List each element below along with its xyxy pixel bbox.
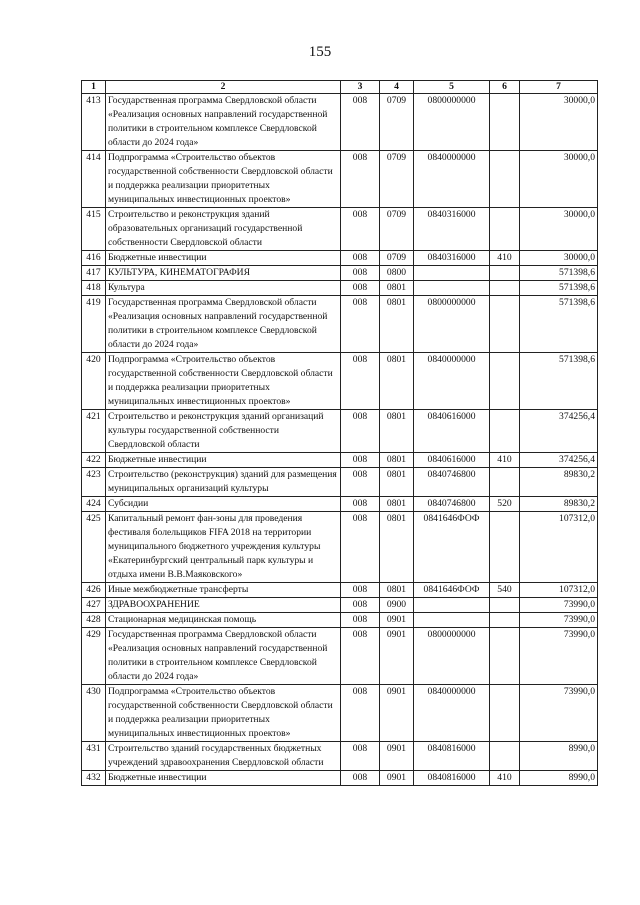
row-name-cell: Субсидии <box>106 497 341 512</box>
column-header: 1 <box>82 81 106 94</box>
ministry-code-cell: 008 <box>341 583 380 598</box>
amount-cell: 73990,0 <box>520 628 598 685</box>
amount-cell: 571398,6 <box>520 266 598 281</box>
table-row <box>82 613 598 628</box>
expense-type-cell <box>490 208 520 251</box>
target-article-cell: 0840000000 <box>414 685 490 742</box>
expense-type-cell <box>490 410 520 453</box>
row-number-cell: 421 <box>82 410 106 453</box>
ministry-code-cell: 008 <box>341 410 380 453</box>
expense-type-cell: 540 <box>490 583 520 598</box>
ministry-code-cell: 008 <box>341 497 380 512</box>
target-article-cell: 0800000000 <box>414 628 490 685</box>
table-row <box>82 742 598 771</box>
ministry-code-cell: 008 <box>341 453 380 468</box>
amount-cell: 89830,2 <box>520 468 598 497</box>
budget-table <box>81 80 598 786</box>
row-name-cell: Строительство (реконструкция) зданий для размещения муниципальных организаций культуры <box>106 468 341 497</box>
section-code-cell: 0801 <box>380 281 414 296</box>
row-number-cell: 424 <box>82 497 106 512</box>
row-number-cell: 425 <box>82 512 106 583</box>
ministry-code-cell: 008 <box>341 598 380 613</box>
target-article-cell: 0800000000 <box>414 94 490 151</box>
target-article-cell: 0840616000 <box>414 410 490 453</box>
column-header: 7 <box>520 81 598 94</box>
amount-cell: 107312,0 <box>520 583 598 598</box>
row-name-cell: Стационарная медицинская помощь <box>106 613 341 628</box>
table-row <box>82 771 598 786</box>
table-row <box>82 151 598 208</box>
ministry-code-cell: 008 <box>341 353 380 410</box>
table-row <box>82 208 598 251</box>
amount-cell: 374256,4 <box>520 410 598 453</box>
row-name-cell: Строительство и реконструкция зданий организаций культуры государственной собственности Свердловской области <box>106 410 341 453</box>
ministry-code-cell: 008 <box>341 685 380 742</box>
section-code-cell: 0801 <box>380 453 414 468</box>
amount-cell: 107312,0 <box>520 512 598 583</box>
amount-cell: 8990,0 <box>520 742 598 771</box>
table-row <box>82 281 598 296</box>
row-number-cell: 426 <box>82 583 106 598</box>
section-code-cell: 0900 <box>380 598 414 613</box>
expense-type-cell <box>490 353 520 410</box>
target-article-cell: 0800000000 <box>414 296 490 353</box>
row-name-cell: Культура <box>106 281 341 296</box>
row-name-cell: ЗДРАВООХРАНЕНИЕ <box>106 598 341 613</box>
row-name-cell: Строительство и реконструкция зданий образовательных организаций государственной собственности Свердловской области <box>106 208 341 251</box>
row-name-cell: Бюджетные инвестиции <box>106 771 341 786</box>
expense-type-cell <box>490 742 520 771</box>
amount-cell: 571398,6 <box>520 281 598 296</box>
table-row <box>82 410 598 453</box>
expense-type-cell <box>490 266 520 281</box>
target-article-cell: 0840746800 <box>414 468 490 497</box>
section-code-cell: 0709 <box>380 251 414 266</box>
section-code-cell: 0901 <box>380 613 414 628</box>
amount-cell: 30000,0 <box>520 208 598 251</box>
section-code-cell: 0801 <box>380 410 414 453</box>
section-code-cell: 0901 <box>380 685 414 742</box>
amount-cell: 73990,0 <box>520 685 598 742</box>
ministry-code-cell: 008 <box>341 771 380 786</box>
target-article-cell: 0840746800 <box>414 497 490 512</box>
table-row <box>82 296 598 353</box>
amount-cell: 30000,0 <box>520 251 598 266</box>
table-row <box>82 512 598 583</box>
ministry-code-cell: 008 <box>341 468 380 497</box>
row-number-cell: 418 <box>82 281 106 296</box>
expense-type-cell: 410 <box>490 251 520 266</box>
table-row <box>82 598 598 613</box>
row-number-cell: 429 <box>82 628 106 685</box>
row-number-cell: 419 <box>82 296 106 353</box>
target-article-cell <box>414 266 490 281</box>
column-header: 5 <box>414 81 490 94</box>
section-code-cell: 0801 <box>380 353 414 410</box>
expense-type-cell <box>490 685 520 742</box>
row-number-cell: 420 <box>82 353 106 410</box>
target-article-cell: 0840316000 <box>414 251 490 266</box>
section-code-cell: 0801 <box>380 497 414 512</box>
table-row <box>82 468 598 497</box>
expense-type-cell <box>490 512 520 583</box>
amount-cell: 8990,0 <box>520 771 598 786</box>
row-name-cell: Бюджетные инвестиции <box>106 453 341 468</box>
section-code-cell: 0901 <box>380 771 414 786</box>
expense-type-cell <box>490 94 520 151</box>
column-header: 6 <box>490 81 520 94</box>
row-number-cell: 423 <box>82 468 106 497</box>
row-number-cell: 428 <box>82 613 106 628</box>
table-row <box>82 497 598 512</box>
row-name-cell: Бюджетные инвестиции <box>106 251 341 266</box>
target-article-cell: 0840316000 <box>414 208 490 251</box>
ministry-code-cell: 008 <box>341 266 380 281</box>
amount-cell: 571398,6 <box>520 296 598 353</box>
ministry-code-cell: 008 <box>341 296 380 353</box>
ministry-code-cell: 008 <box>341 208 380 251</box>
target-article-cell: 0840616000 <box>414 453 490 468</box>
row-name-cell: Государственная программа Свердловской области «Реализация основных направлений государственной политики в строительном комплексе Свердловской области до 2024 года» <box>106 628 341 685</box>
table-row <box>82 353 598 410</box>
row-number-cell: 430 <box>82 685 106 742</box>
table-row <box>82 266 598 281</box>
expense-type-cell <box>490 151 520 208</box>
table-row <box>82 583 598 598</box>
table-row <box>82 94 598 151</box>
ministry-code-cell: 008 <box>341 742 380 771</box>
expense-type-cell <box>490 281 520 296</box>
table-row <box>82 685 598 742</box>
expense-type-cell <box>490 296 520 353</box>
amount-cell: 30000,0 <box>520 151 598 208</box>
expense-type-cell: 520 <box>490 497 520 512</box>
row-name-cell: Капитальный ремонт фан-зоны для проведения фестиваля болельщиков FIFA 2018 на территории муниципального бюджетного учреждения культуры «Екатеринбургский центральный парк культуры и отдыха имени В.В.Маяковского» <box>106 512 341 583</box>
amount-cell: 73990,0 <box>520 613 598 628</box>
expense-type-cell <box>490 613 520 628</box>
ministry-code-cell: 008 <box>341 628 380 685</box>
expense-type-cell: 410 <box>490 453 520 468</box>
column-header: 2 <box>106 81 341 94</box>
ministry-code-cell: 008 <box>341 281 380 296</box>
row-name-cell: Строительство зданий государственных бюджетных учреждений здравоохранения Свердловской области <box>106 742 341 771</box>
amount-cell: 89830,2 <box>520 497 598 512</box>
table-row <box>82 453 598 468</box>
target-article-cell: 0841646ФОФ <box>414 583 490 598</box>
section-code-cell: 0800 <box>380 266 414 281</box>
row-number-cell: 415 <box>82 208 106 251</box>
ministry-code-cell: 008 <box>341 94 380 151</box>
row-number-cell: 413 <box>82 94 106 151</box>
row-name-cell: Иные межбюджетные трансферты <box>106 583 341 598</box>
row-name-cell: КУЛЬТУРА, КИНЕМАТОГРАФИЯ <box>106 266 341 281</box>
target-article-cell: 0840000000 <box>414 353 490 410</box>
target-article-cell <box>414 281 490 296</box>
row-name-cell: Подпрограмма «Строительство объектов государственной собственности Свердловской области и поддержка реализации приоритетных муниципальных инвестиционных проектов» <box>106 353 341 410</box>
amount-cell: 374256,4 <box>520 453 598 468</box>
header-row <box>82 81 598 94</box>
section-code-cell: 0901 <box>380 742 414 771</box>
expense-type-cell <box>490 598 520 613</box>
row-number-cell: 431 <box>82 742 106 771</box>
row-number-cell: 416 <box>82 251 106 266</box>
row-name-cell: Подпрограмма «Строительство объектов государственной собственности Свердловской области и поддержка реализации приоритетных муниципальных инвестиционных проектов» <box>106 151 341 208</box>
ministry-code-cell: 008 <box>341 613 380 628</box>
table-row <box>82 628 598 685</box>
section-code-cell: 0709 <box>380 151 414 208</box>
row-name-cell: Государственная программа Свердловской области «Реализация основных направлений государственной политики в строительном комплексе Свердловской области до 2024 года» <box>106 94 341 151</box>
section-code-cell: 0709 <box>380 94 414 151</box>
section-code-cell: 0801 <box>380 468 414 497</box>
table-row <box>82 251 598 266</box>
page-number: 155 <box>308 44 332 60</box>
expense-type-cell <box>490 468 520 497</box>
target-article-cell <box>414 613 490 628</box>
expense-type-cell: 410 <box>490 771 520 786</box>
row-name-cell: Государственная программа Свердловской области «Реализация основных направлений государственной политики в строительном комплексе Свердловской области до 2024 года» <box>106 296 341 353</box>
row-name-cell: Подпрограмма «Строительство объектов государственной собственности Свердловской области и поддержка реализации приоритетных муниципальных инвестиционных проектов» <box>106 685 341 742</box>
row-number-cell: 414 <box>82 151 106 208</box>
section-code-cell: 0709 <box>380 208 414 251</box>
amount-cell: 571398,6 <box>520 353 598 410</box>
amount-cell: 30000,0 <box>520 94 598 151</box>
section-code-cell: 0801 <box>380 296 414 353</box>
column-header: 4 <box>380 81 414 94</box>
column-header: 3 <box>341 81 380 94</box>
amount-cell: 73990,0 <box>520 598 598 613</box>
ministry-code-cell: 008 <box>341 251 380 266</box>
target-article-cell: 0840000000 <box>414 151 490 208</box>
target-article-cell: 0840816000 <box>414 742 490 771</box>
expense-type-cell <box>490 628 520 685</box>
section-code-cell: 0901 <box>380 628 414 685</box>
target-article-cell: 0841646ФОФ <box>414 512 490 583</box>
section-code-cell: 0801 <box>380 583 414 598</box>
row-number-cell: 422 <box>82 453 106 468</box>
target-article-cell: 0840816000 <box>414 771 490 786</box>
target-article-cell <box>414 598 490 613</box>
row-number-cell: 417 <box>82 266 106 281</box>
section-code-cell: 0801 <box>380 512 414 583</box>
ministry-code-cell: 008 <box>341 151 380 208</box>
ministry-code-cell: 008 <box>341 512 380 583</box>
row-number-cell: 427 <box>82 598 106 613</box>
row-number-cell: 432 <box>82 771 106 786</box>
